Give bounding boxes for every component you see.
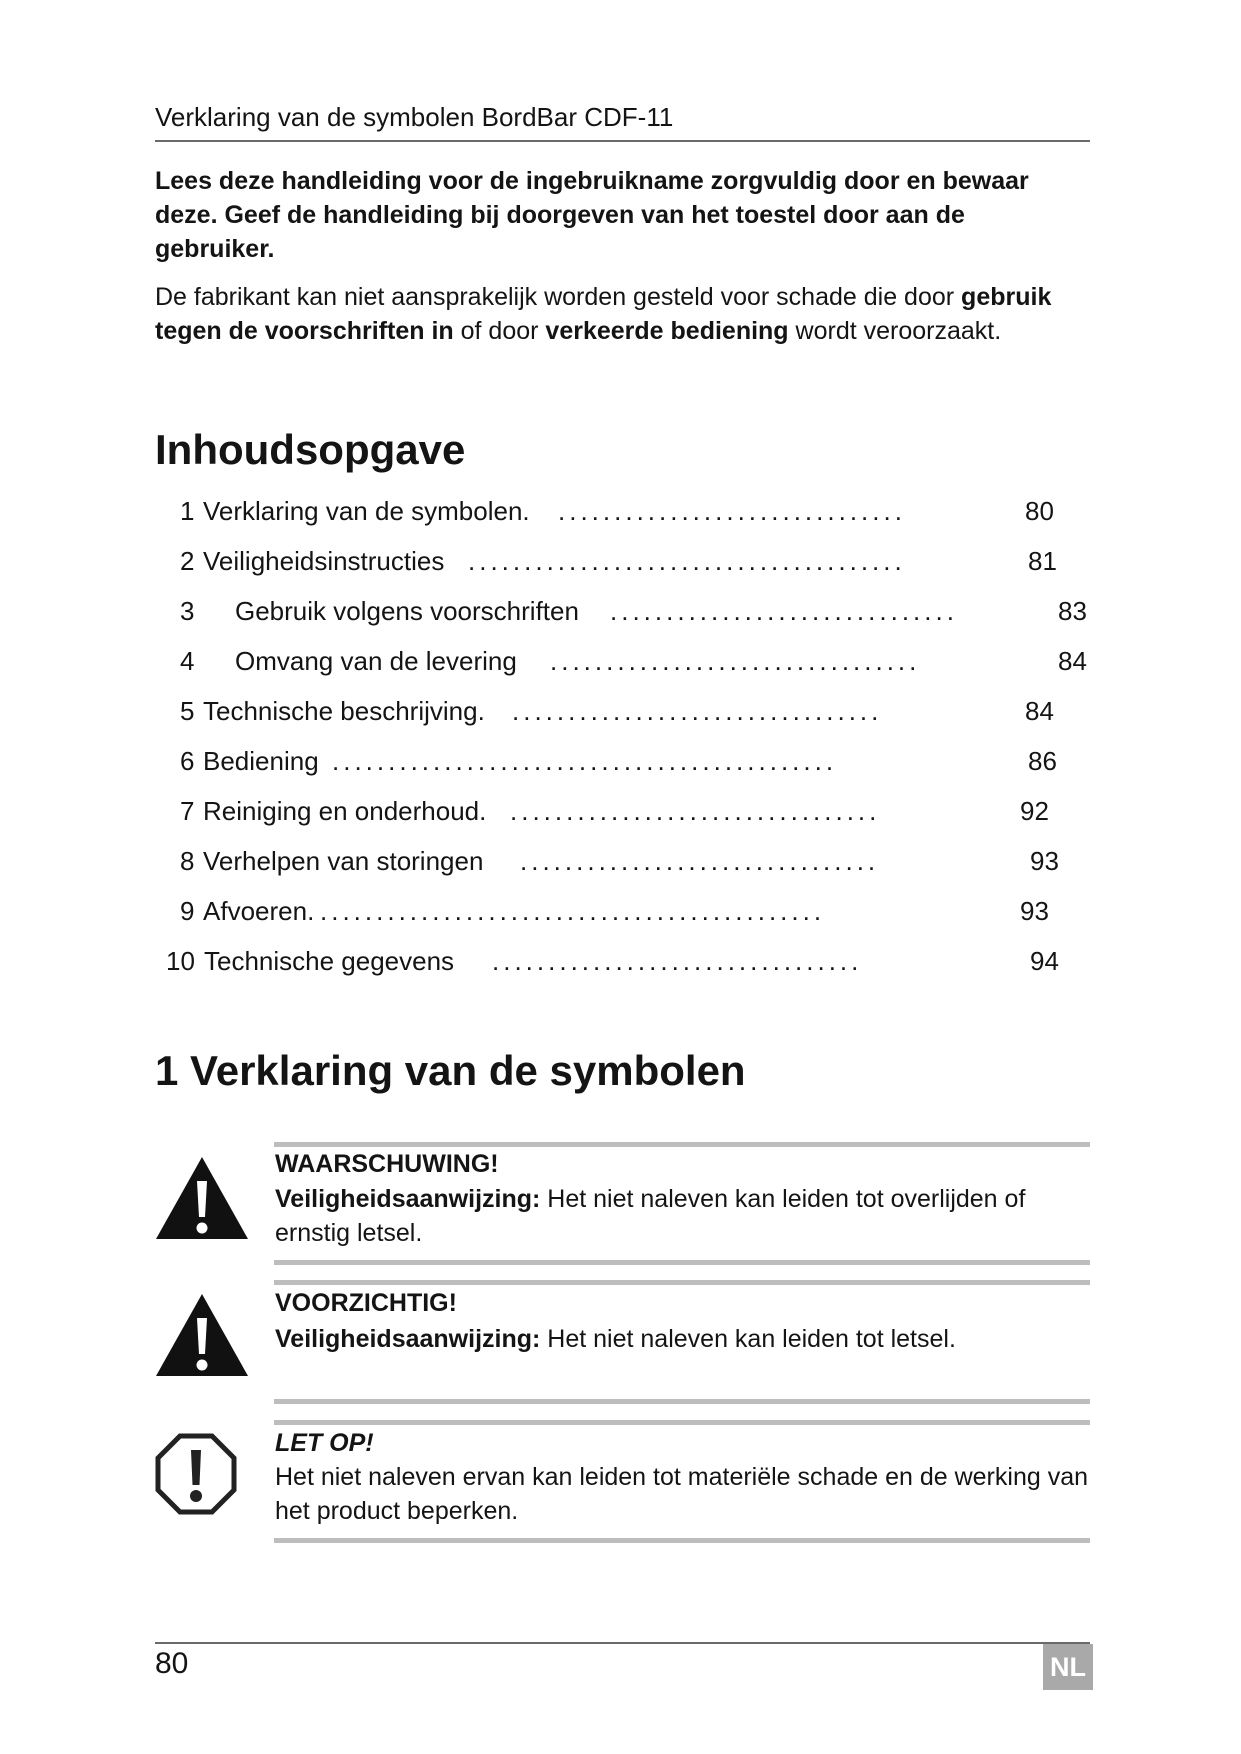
note-rule-bottom bbox=[274, 1399, 1090, 1404]
caution-triangle-icon bbox=[154, 1292, 250, 1378]
footer-divider bbox=[155, 1642, 1090, 1644]
intro-emphasis-1: gebruik tegen de voorschriften in bbox=[155, 283, 1052, 345]
toc-number: 6 bbox=[180, 746, 195, 776]
toc-title: Bediening bbox=[203, 746, 319, 776]
notice-text: Het niet naleven ervan kan leiden tot materiële schade en de werking van het product beperken. bbox=[275, 1463, 1089, 1525]
toc-entry[interactable] bbox=[0, 696, 1241, 730]
header-divider bbox=[155, 140, 1090, 142]
warning-text bbox=[275, 1182, 1090, 1250]
toc-page: 86 bbox=[1028, 746, 1057, 776]
toc-number: 5 bbox=[180, 696, 195, 726]
toc-page: 81 bbox=[1028, 546, 1057, 576]
toc-number: 8 bbox=[180, 846, 195, 876]
note-rule-bottom bbox=[274, 1538, 1090, 1543]
warning-label: Veiligheidsaanwijzing: bbox=[275, 1185, 541, 1213]
toc-number: 4 bbox=[180, 646, 195, 676]
toc-title: Veiligheidsinstructies bbox=[203, 546, 445, 576]
toc-entry[interactable] bbox=[0, 896, 1241, 930]
warning-title: WAARSCHUWING! bbox=[275, 1150, 499, 1178]
caution-text bbox=[275, 1322, 1090, 1356]
toc-number: 1 bbox=[180, 496, 195, 526]
intro-bold-paragraph: Lees deze handleiding voor de ingebruikname zorgvuldig door en bewaar deze. Geef de handleiding bij doorgeven van het toestel door aan de gebruiker. bbox=[155, 167, 1029, 263]
toc-page: 93 bbox=[1030, 846, 1059, 876]
caution-description: Het niet naleven kan leiden tot letsel. bbox=[547, 1325, 956, 1353]
toc-heading: Inhoudsopgave bbox=[155, 426, 466, 473]
intro-paragraph bbox=[155, 280, 1085, 348]
toc-leader: ............................... bbox=[558, 496, 906, 526]
notice-octagon-icon bbox=[154, 1432, 238, 1516]
toc-leader: ............................... bbox=[610, 596, 958, 626]
toc-entry[interactable] bbox=[0, 846, 1241, 880]
toc-entry[interactable] bbox=[0, 596, 1241, 630]
note-rule-bottom bbox=[274, 1260, 1090, 1265]
toc-leader: ................................ bbox=[520, 846, 880, 876]
toc-leader: ............................................. bbox=[320, 896, 826, 926]
intro-text-3: wordt veroorzaakt. bbox=[795, 317, 1002, 345]
section-heading: 1 Verklaring van de symbolen bbox=[155, 1047, 746, 1094]
page-number: 80 bbox=[155, 1647, 189, 1680]
toc-entry[interactable] bbox=[0, 546, 1241, 580]
running-header: Verklaring van de symbolen BordBar CDF-11 bbox=[155, 102, 674, 132]
toc-number: 9 bbox=[180, 896, 195, 926]
notice-title: LET OP! bbox=[275, 1429, 374, 1457]
toc-leader: ....................................... bbox=[468, 546, 906, 576]
intro-text-2: of door bbox=[460, 317, 539, 345]
toc-page: 84 bbox=[1058, 646, 1087, 676]
toc-number: 2 bbox=[180, 546, 195, 576]
toc-page: 80 bbox=[1025, 496, 1054, 526]
toc-entry[interactable] bbox=[0, 746, 1241, 780]
note-rule-top bbox=[274, 1420, 1090, 1425]
language-badge: NL bbox=[1043, 1644, 1093, 1690]
toc-leader: ............................................. bbox=[332, 746, 838, 776]
toc-entry[interactable] bbox=[0, 496, 1241, 530]
toc-title: Reiniging en onderhoud. bbox=[203, 796, 487, 826]
toc-title: Gebruik volgens voorschriften bbox=[235, 596, 579, 626]
toc-page: 93 bbox=[1020, 896, 1049, 926]
warning-description: Het niet naleven kan leiden tot overlijden of ernstig letsel. bbox=[275, 1185, 1026, 1247]
toc-title: Technische gegevens bbox=[204, 946, 455, 976]
caution-label: Veiligheidsaanwijzing: bbox=[275, 1325, 541, 1353]
warning-triangle-icon bbox=[154, 1155, 250, 1241]
intro-emphasis-2: verkeerde bediening bbox=[545, 317, 789, 345]
toc-title: Technische beschrijving. bbox=[203, 696, 485, 726]
toc-leader: ................................. bbox=[550, 646, 921, 676]
toc-title: Verhelpen van storingen bbox=[203, 846, 484, 876]
toc-page: 84 bbox=[1025, 696, 1054, 726]
toc-number: 10 bbox=[166, 946, 195, 976]
intro-text-1: De fabrikant kan niet aansprakelijk worden gesteld voor schade die door bbox=[155, 283, 955, 311]
toc-entry[interactable] bbox=[0, 946, 1241, 980]
note-rule-top bbox=[274, 1280, 1090, 1285]
toc-leader: ................................. bbox=[492, 946, 863, 976]
toc-page: 83 bbox=[1058, 596, 1087, 626]
toc-page: 94 bbox=[1030, 946, 1059, 976]
toc-title: Afvoeren. bbox=[203, 896, 315, 926]
toc-number: 3 bbox=[180, 596, 195, 626]
toc-leader: ................................. bbox=[510, 796, 881, 826]
toc-page: 92 bbox=[1020, 796, 1049, 826]
toc-number: 7 bbox=[180, 796, 195, 826]
toc-leader: ................................. bbox=[512, 696, 883, 726]
toc-title: Omvang van de levering bbox=[235, 646, 517, 676]
toc-entry[interactable] bbox=[0, 796, 1241, 830]
toc-title: Verklaring van de symbolen. bbox=[203, 496, 530, 526]
toc-entry[interactable] bbox=[0, 646, 1241, 680]
note-rule-top bbox=[274, 1142, 1090, 1147]
caution-title: VOORZICHTIG! bbox=[275, 1289, 457, 1317]
